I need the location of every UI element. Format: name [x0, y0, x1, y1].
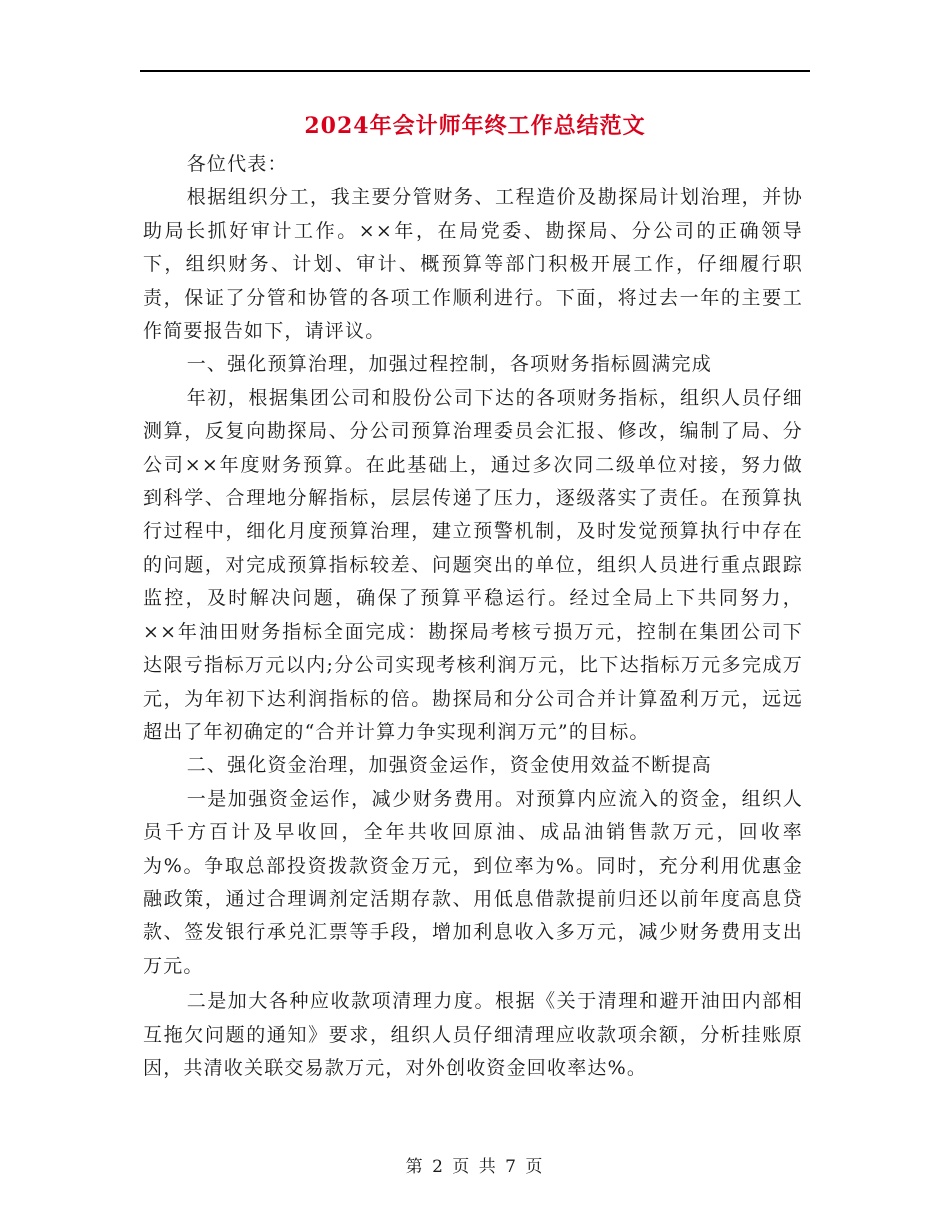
document-title: 2024年会计师年终工作总结范文 — [304, 113, 646, 139]
document-body — [143, 148, 803, 1085]
page-footer: 第 2 页 共 7 页 — [405, 1157, 545, 1177]
budget-paragraph: 年初，根据集团公司和股份公司下达的各项财务指标，组织人员仔细测算，反复向勘探局、分公司预算治理委员会汇报、修改，编制了局、分公司××年度财务预算。在此基础上，通过多次同二级单位对接，努力做到科学、合理地分解指标，层层传递了压力，逐级落实了责任。在预算执行过程中，细化月度预算治理，建立预警机制，及时发觉预算执行中存在的问题，对完成预算指标较差、问题突出的单位，组织人员进行重点跟踪监控，及时解决问题，确保了预算平稳运行。经过全局上下共同努力，××年油田财务指标全面完成：勘探局考核亏损万元，控制在集团公司下达限亏指标万元以内;分公司实现考核利润万元，比下达指标万元多完成万元，为年初下达利润指标的倍。勘探局和分公司合并计算盈利万元，远远超出了年初确定的“合并计算力争实现利润万元”的目标。 — [143, 386, 803, 743]
section-heading-1: 一、强化预算治理，加强过程控制，各项财务指标圆满完成 — [186, 353, 712, 376]
salutation: 各位代表： — [186, 153, 288, 175]
intro-paragraph: 根据组织分工，我主要分管财务、工程造价及勘探局计划治理，并协助局长抓好审计工作。××年，在局党委、勘探局、分公司的正确领导下，组织财务、计划、审计、概预算等部门积极开展工作，仔细履行职责，保证了分管和协管的各项工作顺利进行。下面，将过去一年的主要工作简要报告如下，请评议。 — [143, 186, 803, 343]
header-rule — [140, 70, 810, 72]
funds-paragraph-1: 一是加强资金运作，减少财务费用。对预算内应流入的资金，组织人员千方百计及早收回，全年共收回原油、成品油销售款万元，回收率为%。争取总部投资拨款资金万元，到位率为%。同时，充分利用优惠金融政策，通过合理调剂定活期存款、用低息借款提前归还以前年度高息贷款、签发银行承兑汇票等手段，增加利息收入多万元，减少财务费用支出万元。 — [143, 787, 803, 977]
funds-paragraph-2: 二是加大各种应收款项清理力度。根据《关于清理和避开油田内部相互拖欠问题的通知》要求，组织人员仔细清理应收款项余额，分析挂账原因，共清收关联交易款万元，对外创收资金回收率达%。 — [143, 990, 803, 1079]
section-heading-2: 二、强化资金治理，加强资金运作，资金使用效益不断提高 — [186, 754, 712, 777]
